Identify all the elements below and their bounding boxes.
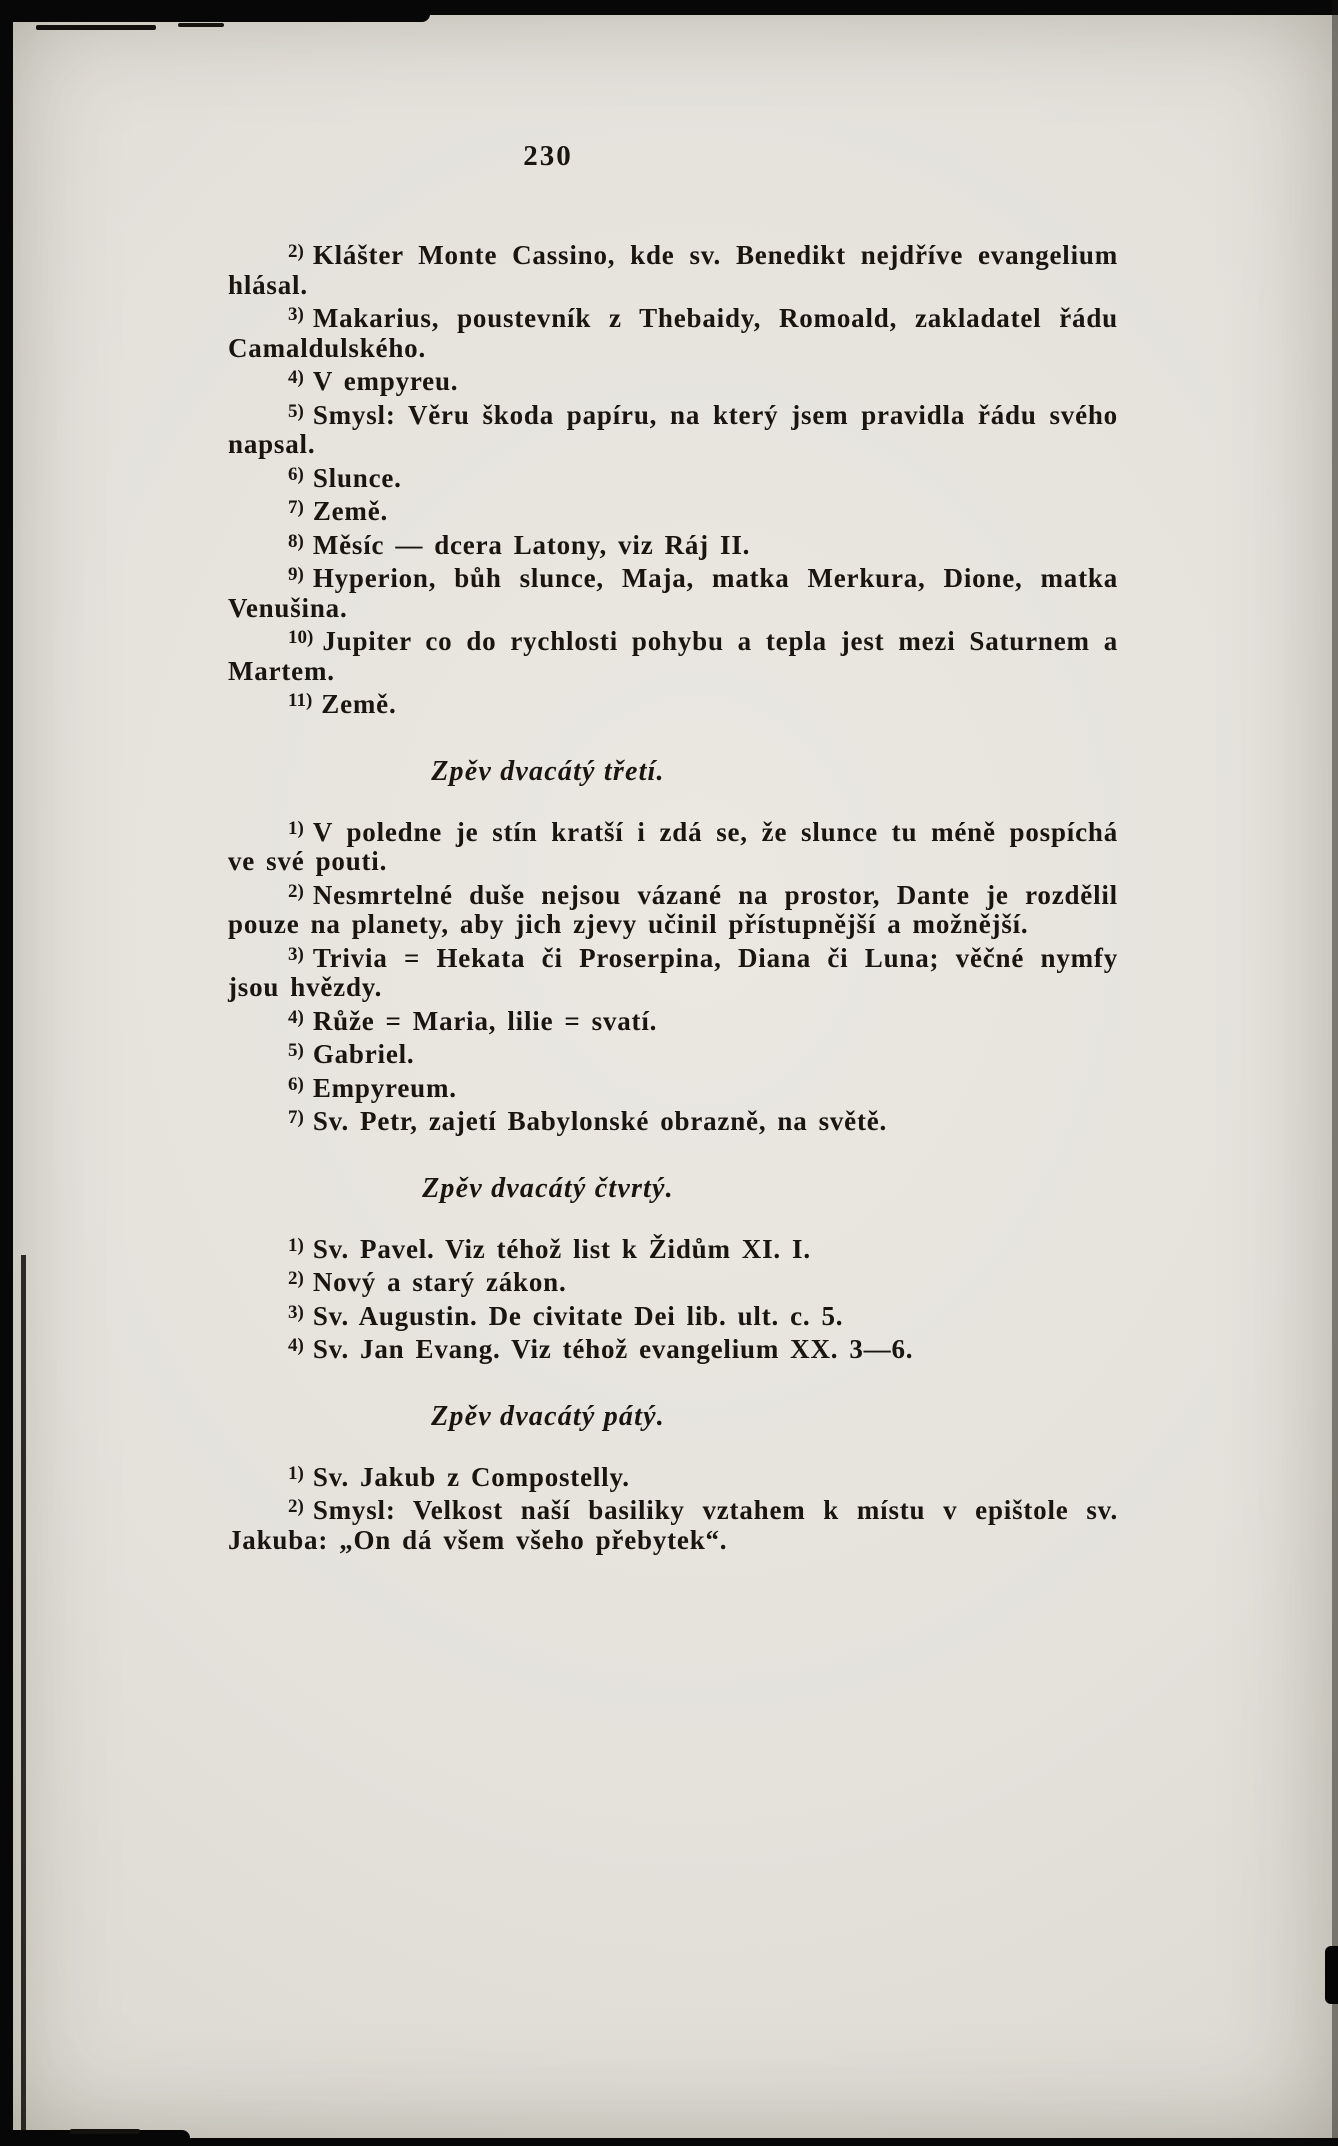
footnote-text: Nesmrtelné duše nejsou vázané na prostor, Dante je rozdělil pouze na planety, aby jich zjevy učinil přístupnější a možnější.: [228, 879, 1118, 939]
footnote-text: V poledne je stín kratší i zdá se, že slunce tu méně pospíchá ve své pouti.: [228, 816, 1118, 876]
footnote-text: Trivia = Hekata či Proserpina, Diana či Luna; věčné nymfy jsou hvězdy.: [228, 942, 1118, 1002]
footnote-marker: 2): [288, 241, 304, 262]
footnote: [228, 300, 1118, 363]
footnote-marker: 6): [288, 463, 304, 485]
footnote-marker: 8): [288, 530, 304, 552]
footnote-text: Klášter Monte Cassino, kde sv. Benedikt nejdříve evangelium hlásal.: [228, 240, 1118, 300]
footnote: [228, 1003, 1118, 1037]
footnote: [228, 877, 1118, 940]
footnote-block: [228, 814, 1118, 1137]
footnote: [228, 623, 1118, 686]
footnote: [228, 1036, 1118, 1070]
footnote-marker: 11): [288, 690, 313, 711]
footnote: [228, 397, 1118, 460]
scan-artifact-fragment: [36, 25, 156, 30]
footnote-text: Jupiter co do rychlosti pohybu a tepla jest mezi Saturnem a Martem.: [228, 626, 1118, 686]
footnote-text: Sv. Jan Evang. Viz téhož evangelium XX. 3—6.: [312, 1334, 914, 1364]
footnote-text: Země.: [321, 689, 397, 719]
footnote: [228, 1231, 1118, 1265]
footnote-marker: 3): [288, 943, 304, 965]
footnote-marker: 7): [288, 497, 304, 518]
scan-artifact-fragment: [178, 23, 224, 27]
canto-heading: Zpěv dvacátý pátý.: [431, 1400, 665, 1432]
footnote-marker: 1): [288, 1234, 304, 1256]
footnote-marker: 3): [288, 1301, 304, 1323]
footnote-text: Empyreum.: [312, 1072, 457, 1103]
footnote-marker: 4): [288, 1335, 304, 1356]
footnote-marker: 9): [288, 564, 304, 585]
footnote-text: Gabriel.: [312, 1039, 415, 1069]
canto-heading: Zpěv dvacátý čtvrtý.: [422, 1172, 674, 1204]
footnote: [228, 493, 1118, 527]
footnote: [228, 1103, 1118, 1137]
footnote-text: Sv. Jakub z Compostelly.: [312, 1461, 630, 1492]
footnote: [228, 363, 1118, 397]
footnote-marker: 5): [288, 400, 304, 422]
footnote: [228, 527, 1118, 561]
scan-artifact-right-edge: [1332, 0, 1338, 2146]
footnote: [228, 940, 1118, 1003]
page-content: [228, 140, 1118, 1555]
footnote-text: Smysl: Věru škoda papíru, na který jsem pravidla řádu svého napsal.: [228, 399, 1118, 459]
canto-heading: Zpěv dvacátý třetí.: [431, 755, 665, 787]
scan-artifact-fragment: [70, 2129, 140, 2134]
footnote: [228, 460, 1118, 494]
scan-artifact-bottom-edge: [0, 2138, 1338, 2146]
footnote: [228, 1459, 1118, 1493]
scan-artifact-right-mark: [1325, 1946, 1338, 2004]
footnote-block: [228, 237, 1118, 720]
footnote: [228, 1298, 1118, 1332]
footnote-text: Měsíc — dcera Latony, viz Ráj II.: [312, 529, 751, 560]
footnote-text: Sv. Pavel. Viz téhož list k Židům XI. I.: [312, 1233, 811, 1264]
footnote-text: Makarius, poustevník z Thebaidy, Romoald, zakladatel řádu Camaldulského.: [228, 303, 1118, 363]
footnote: [228, 1331, 1118, 1365]
footnote-text: Země.: [312, 496, 389, 526]
footnote-marker: 1): [288, 1462, 304, 1484]
footnote-text: Slunce.: [312, 462, 402, 493]
footnote-text: Růže = Maria, lilie = svatí.: [312, 1005, 658, 1036]
footnote: [228, 560, 1118, 623]
footnote-marker: 5): [288, 1040, 304, 1061]
footnote-marker: 10): [288, 627, 314, 648]
footnote: [228, 1264, 1118, 1298]
footnote-marker: 7): [288, 1107, 304, 1128]
footnote-marker: 2): [288, 880, 304, 902]
scan-artifact-left-line: [21, 1255, 26, 2146]
footnote-text: Nový a starý zákon.: [312, 1267, 567, 1297]
page-number: 230: [523, 140, 573, 172]
footnote-text: Sv. Petr, zajetí Babylonské obrazně, na světě.: [312, 1106, 888, 1136]
footnote-marker: 2): [288, 1496, 304, 1517]
footnote-marker: 2): [288, 1268, 304, 1289]
footnote: [228, 686, 1118, 720]
footnote-marker: 3): [288, 304, 304, 325]
footnote: [228, 1070, 1118, 1104]
footnote-marker: 1): [288, 817, 304, 839]
footnote: [228, 237, 1118, 300]
footnote-text: Smysl: Velkost naší basiliky vztahem k místu v epištole sv. Jakuba: „On dá všem všeho přebytek“.: [228, 1495, 1118, 1555]
footnote-marker: 6): [288, 1073, 304, 1095]
scan-artifact-top-edge: [0, 0, 1338, 15]
footnote: [228, 1492, 1118, 1555]
footnote-text: V empyreu.: [312, 366, 459, 396]
footnote-block: [228, 1231, 1118, 1365]
footnote-marker: 4): [288, 367, 304, 388]
footnote-marker: 4): [288, 1006, 304, 1028]
footnote-text: Hyperion, bůh slunce, Maja, matka Merkura, Dione, matka Venušina.: [228, 563, 1118, 623]
footnote: [228, 814, 1118, 877]
scan-artifact-left-edge: [0, 0, 13, 2146]
footnote-text: Sv. Augustin. De civitate Dei lib. ult. c. 5.: [312, 1300, 844, 1331]
footnote-block: [228, 1459, 1118, 1556]
